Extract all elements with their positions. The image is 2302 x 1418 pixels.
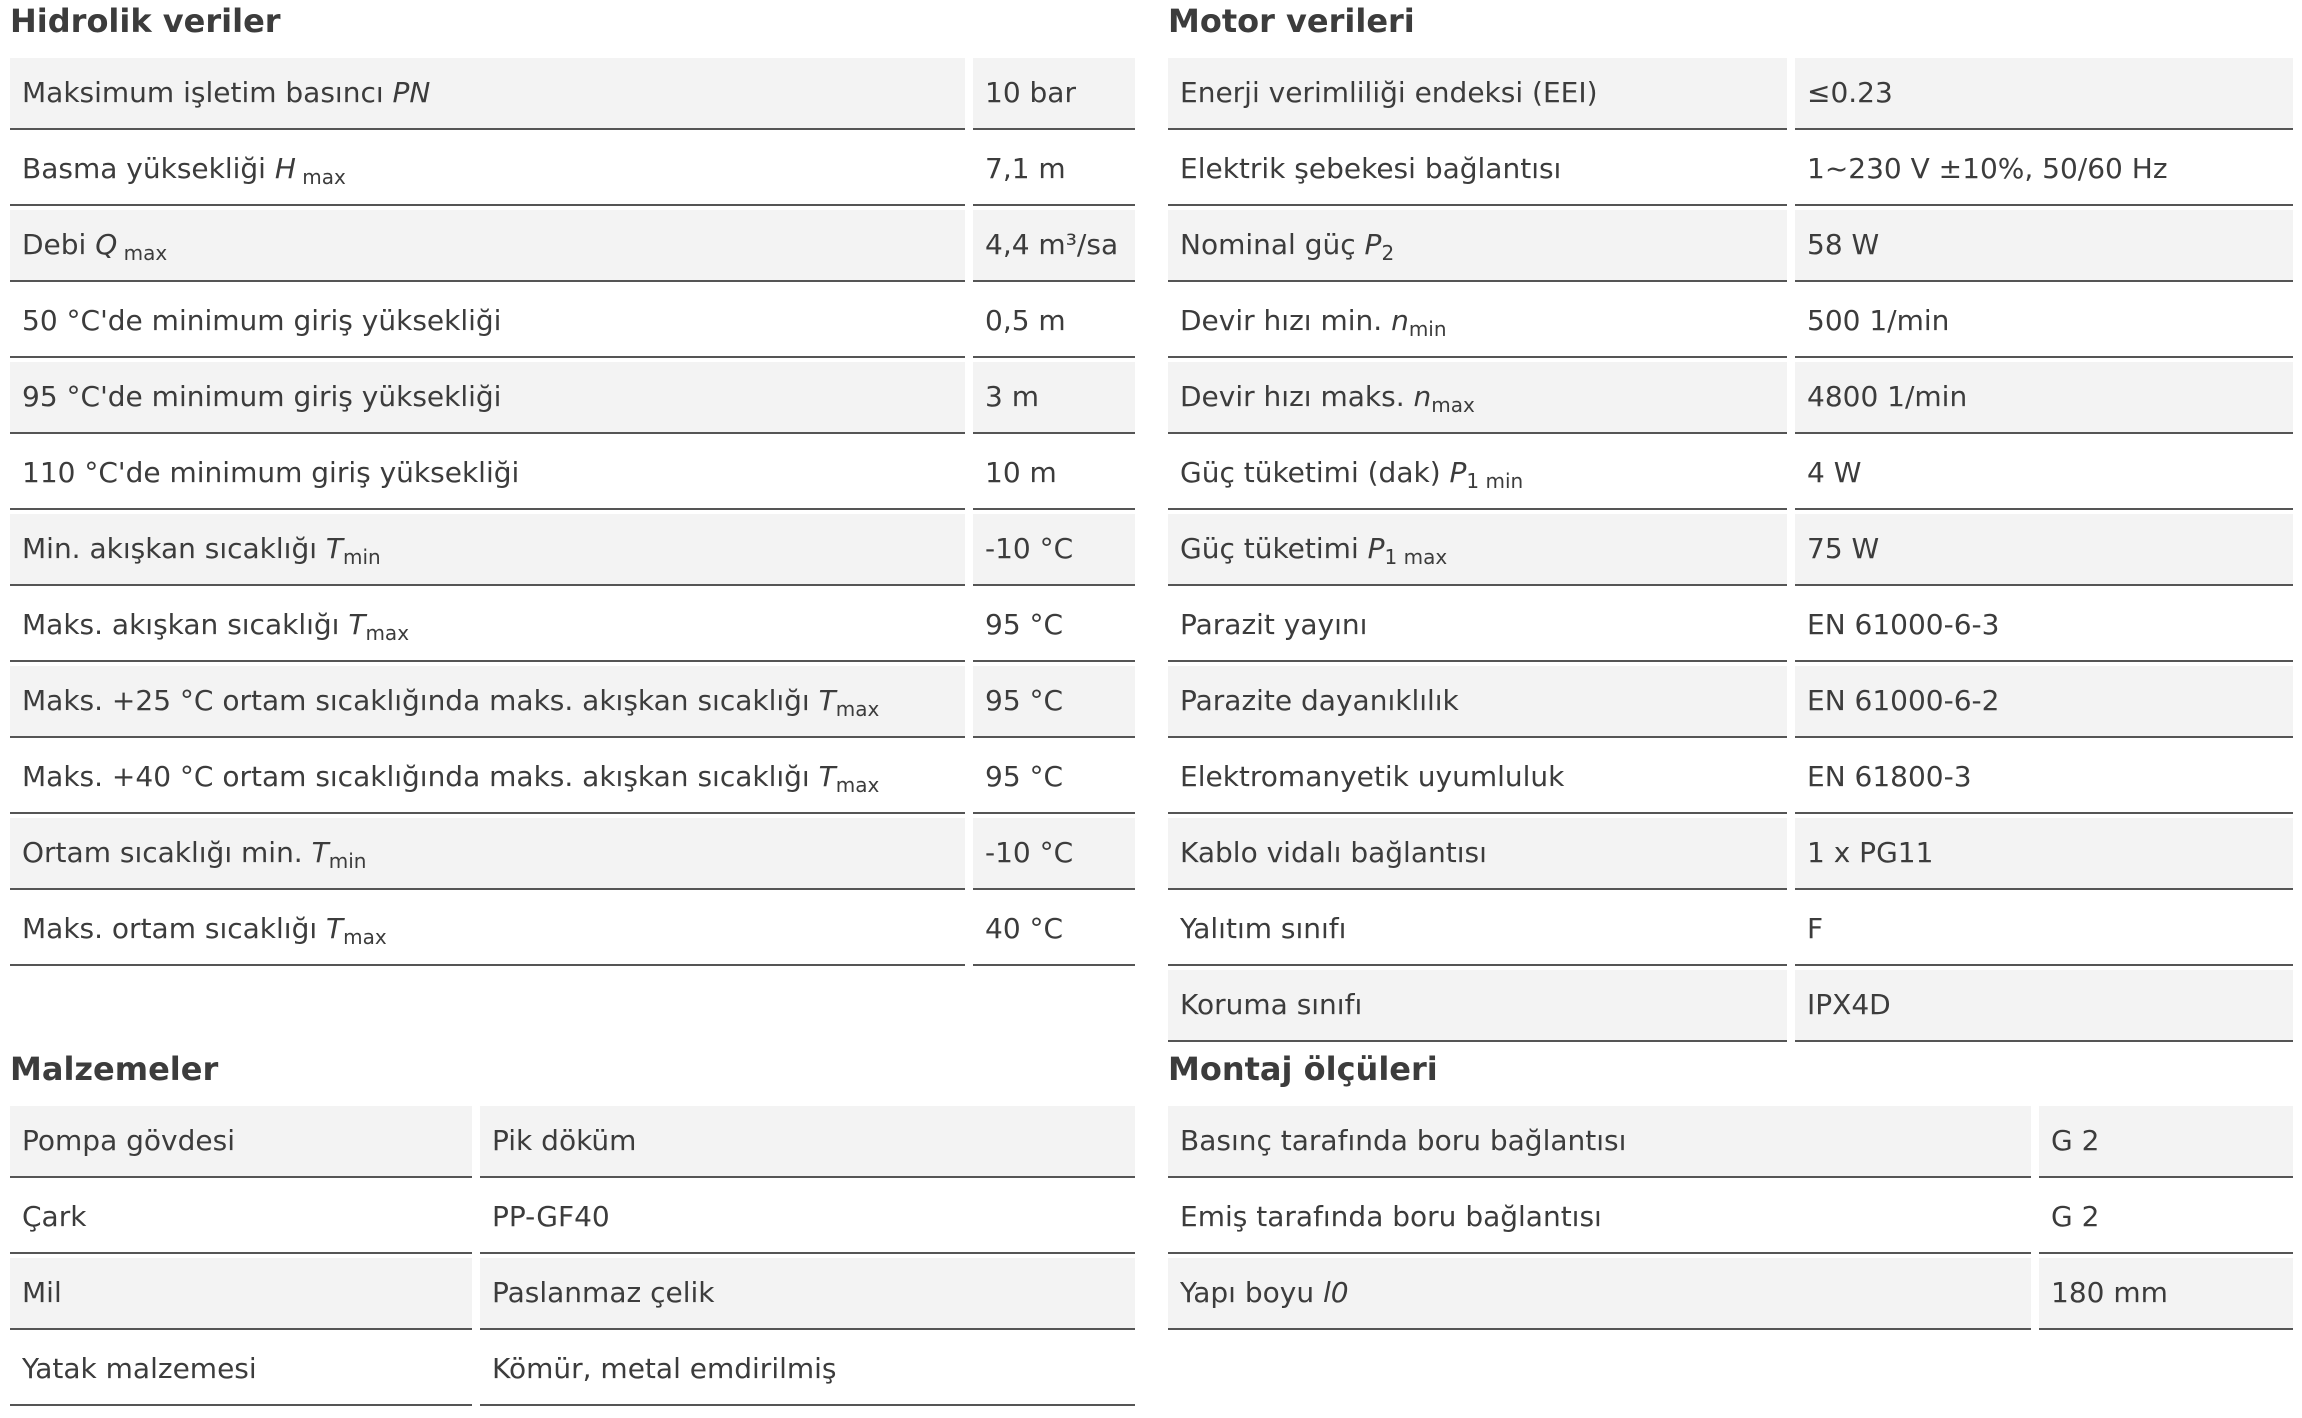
table-row <box>10 890 1135 966</box>
spec-label-cell <box>10 58 965 130</box>
spec-symbol: T <box>348 608 366 641</box>
spec-label-cell <box>10 206 965 282</box>
table-row <box>1168 1254 2293 1330</box>
table-row <box>1168 1106 2293 1178</box>
spec-label: Yatak malzemesi <box>22 1352 257 1385</box>
spec-label-cell <box>1168 966 1787 1042</box>
spec-label: Parazit yayını <box>1180 608 1368 641</box>
hydraulic-data-title: Hidrolik veriler <box>10 2 281 40</box>
table-row <box>1168 130 2293 206</box>
spec-label-cell <box>10 358 965 434</box>
spec-label: Çark <box>22 1200 87 1233</box>
spec-value: 95 °C <box>973 738 1135 814</box>
spec-symbol: Q <box>95 228 118 261</box>
spec-subscript: min <box>343 545 381 569</box>
spec-symbol: T <box>818 684 836 717</box>
spec-label: Basınç tarafında boru bağlantısı <box>1180 1124 1627 1157</box>
spec-value: ≤0.23 <box>1795 58 2293 130</box>
spec-value: -10 °C <box>973 510 1135 586</box>
spec-label: 95 °C'de minimum giriş yüksekliği <box>22 380 502 413</box>
materials-title: Malzemeler <box>10 1050 219 1088</box>
spec-value: G 2 <box>2039 1178 2293 1254</box>
spec-label-cell <box>1168 58 1787 130</box>
spec-label-cell <box>10 738 965 814</box>
spec-label: Ortam sıcaklığı min. <box>22 836 303 869</box>
table-row <box>1168 206 2293 282</box>
spec-label: Güç tüketimi (dak) <box>1180 456 1441 489</box>
spec-subscript: max <box>835 773 880 797</box>
table-row <box>10 1178 1135 1254</box>
table-row <box>10 510 1135 586</box>
table-row <box>10 814 1135 890</box>
spec-value: 40 °C <box>973 890 1135 966</box>
table-row <box>10 662 1135 738</box>
hydraulic-data-section <box>10 0 1135 966</box>
table-row <box>10 206 1135 282</box>
table-row <box>1168 586 2293 662</box>
materials-section <box>10 1048 1135 1406</box>
spec-value: 3 m <box>973 358 1135 434</box>
spec-label-cell <box>1168 662 1787 738</box>
spec-value: -10 °C <box>973 814 1135 890</box>
spec-label-cell <box>1168 130 1787 206</box>
mounting-dimensions-section <box>1168 1048 2293 1330</box>
spec-value: 7,1 m <box>973 130 1135 206</box>
spec-label-cell <box>10 1178 472 1254</box>
spec-label-cell <box>1168 282 1787 358</box>
spec-label: Pompa gövdesi <box>22 1124 235 1157</box>
spec-subscript: min <box>328 849 367 873</box>
spec-subscript: max <box>835 697 880 721</box>
spec-subscript: max <box>117 241 168 265</box>
motor-data-section <box>1168 0 2293 1042</box>
spec-value: 4 W <box>1795 434 2293 510</box>
spec-label: Mil <box>22 1276 62 1309</box>
spec-symbol: P <box>1364 228 1382 261</box>
spec-label: 110 °C'de minimum giriş yüksekliği <box>22 456 520 489</box>
table-row <box>1168 58 2293 130</box>
spec-value: 1~230 V ±10%, 50/60 Hz <box>1795 130 2293 206</box>
spec-label-cell <box>10 434 965 510</box>
spec-value: 10 m <box>973 434 1135 510</box>
spec-label: Enerji verimliliği endeksi (EEI) <box>1180 76 1598 109</box>
spec-label-cell <box>1168 586 1787 662</box>
spec-label: Debi <box>22 228 87 261</box>
spec-subscript: max <box>295 165 346 189</box>
table-row <box>10 1106 1135 1178</box>
spec-value: 0,5 m <box>973 282 1135 358</box>
spec-label-cell <box>10 1106 472 1178</box>
spec-value: 180 mm <box>2039 1254 2293 1330</box>
table-row <box>10 58 1135 130</box>
spec-label: Elektrik şebekesi bağlantısı <box>1180 152 1562 185</box>
spec-subscript: min <box>1408 317 1447 341</box>
spec-label-cell <box>10 510 965 586</box>
spec-value: 58 W <box>1795 206 2293 282</box>
spec-subscript: max <box>365 621 410 645</box>
table-row <box>1168 966 2293 1042</box>
spec-label-cell <box>10 282 965 358</box>
spec-symbol: n <box>1413 380 1432 413</box>
motor-data-title: Motor verileri <box>1168 2 1415 40</box>
spec-symbol: n <box>1391 304 1409 337</box>
table-row <box>10 1254 1135 1330</box>
materials-table <box>2 1106 1143 1406</box>
spec-label-cell <box>10 662 965 738</box>
spec-label-cell <box>1168 434 1787 510</box>
spec-label-cell <box>10 890 965 966</box>
spec-value: EN 61000-6-3 <box>1795 586 2293 662</box>
table-row <box>10 358 1135 434</box>
spec-label: Parazite dayanıklılık <box>1180 684 1459 717</box>
spec-value: IPX4D <box>1795 966 2293 1042</box>
spec-label: Basma yüksekliği <box>22 152 266 185</box>
spec-label: Maks. +40 °C ortam sıcaklığında maks. akışkan sıcaklığı <box>22 760 810 793</box>
spec-value: 4800 1/min <box>1795 358 2293 434</box>
spec-label-cell <box>1168 358 1787 434</box>
spec-value: EN 61000-6-2 <box>1795 662 2293 738</box>
spec-subscript: max <box>343 925 387 949</box>
mounting-dimensions-table <box>1160 1106 2301 1330</box>
spec-value: 1 x PG11 <box>1795 814 2293 890</box>
spec-label-cell <box>10 814 965 890</box>
spec-value: EN 61800-3 <box>1795 738 2293 814</box>
mounting-dimensions-title: Montaj ölçüleri <box>1168 1050 1438 1088</box>
spec-label: Devir hızı maks. <box>1180 380 1405 413</box>
spec-label-cell <box>1168 1254 2031 1330</box>
spec-label-cell <box>1168 1178 2031 1254</box>
hydraulic-data-table <box>2 58 1143 966</box>
table-row <box>10 586 1135 662</box>
spec-label-cell <box>1168 510 1787 586</box>
spec-label: Nominal güç <box>1180 228 1356 261</box>
table-row <box>1168 282 2293 358</box>
spec-label: Min. akışkan sıcaklığı <box>22 532 317 565</box>
table-row <box>1168 814 2293 890</box>
spec-label: Emiş tarafında boru bağlantısı <box>1180 1200 1602 1233</box>
spec-subscript: 1 max <box>1384 545 1448 569</box>
spec-symbol: P <box>1449 456 1467 489</box>
spec-label-cell <box>10 1330 472 1406</box>
table-row <box>1168 662 2293 738</box>
spec-value: G 2 <box>2039 1106 2293 1178</box>
spec-value: Pik döküm <box>480 1106 1135 1178</box>
spec-symbol: PN <box>392 76 431 109</box>
spec-value: 75 W <box>1795 510 2293 586</box>
table-row <box>10 1330 1135 1406</box>
spec-symbol: T <box>818 760 836 793</box>
spec-label: Kablo vidalı bağlantısı <box>1180 836 1487 869</box>
table-row <box>1168 738 2293 814</box>
spec-value: 95 °C <box>973 662 1135 738</box>
spec-symbol: l0 <box>1323 1276 1349 1309</box>
table-row <box>1168 1178 2293 1254</box>
table-row <box>1168 434 2293 510</box>
spec-symbol: T <box>326 912 344 945</box>
table-row <box>10 738 1135 814</box>
spec-subscript: 2 <box>1381 241 1395 265</box>
spec-label-cell <box>10 1254 472 1330</box>
motor-data-table <box>1160 58 2301 1042</box>
spec-label: Yalıtım sınıfı <box>1180 912 1347 945</box>
spec-symbol: P <box>1367 532 1385 565</box>
spec-label-cell <box>10 130 965 206</box>
spec-label: Maks. ortam sıcaklığı <box>22 912 318 945</box>
spec-symbol: H <box>274 152 296 185</box>
spec-label: Koruma sınıfı <box>1180 988 1363 1021</box>
spec-label-cell <box>1168 738 1787 814</box>
spec-label: Güç tüketimi <box>1180 532 1359 565</box>
spec-value: 10 bar <box>973 58 1135 130</box>
table-row <box>1168 358 2293 434</box>
spec-label-cell <box>1168 206 1787 282</box>
spec-subscript: 1 min <box>1466 469 1524 493</box>
spec-label: Maks. akışkan sıcaklığı <box>22 608 340 641</box>
spec-label-cell <box>1168 1106 2031 1178</box>
spec-label: Devir hızı min. <box>1180 304 1383 337</box>
spec-value: 4,4 m³/sa <box>973 206 1135 282</box>
table-row <box>10 130 1135 206</box>
spec-label: Elektromanyetik uyumluluk <box>1180 760 1565 793</box>
spec-subscript: max <box>1431 393 1475 417</box>
spec-label: Yapı boyu <box>1180 1276 1315 1309</box>
spec-value: PP-GF40 <box>480 1178 1135 1254</box>
table-row <box>1168 890 2293 966</box>
table-row <box>10 282 1135 358</box>
spec-symbol: T <box>311 836 329 869</box>
spec-value: F <box>1795 890 2293 966</box>
spec-label: Maksimum işletim basıncı <box>22 76 384 109</box>
spec-value: 95 °C <box>973 586 1135 662</box>
spec-label-cell <box>1168 890 1787 966</box>
spec-value: Paslanmaz çelik <box>480 1254 1135 1330</box>
spec-value: 500 1/min <box>1795 282 2293 358</box>
spec-symbol: T <box>325 532 344 565</box>
spec-label-cell <box>10 586 965 662</box>
spec-label-cell <box>1168 814 1787 890</box>
table-row <box>10 434 1135 510</box>
spec-label: 50 °C'de minimum giriş yüksekliği <box>22 304 502 337</box>
spec-label: Maks. +25 °C ortam sıcaklığında maks. akışkan sıcaklığı <box>22 684 810 717</box>
spec-value: Kömür, metal emdirilmiş <box>480 1330 1135 1406</box>
table-row <box>1168 510 2293 586</box>
